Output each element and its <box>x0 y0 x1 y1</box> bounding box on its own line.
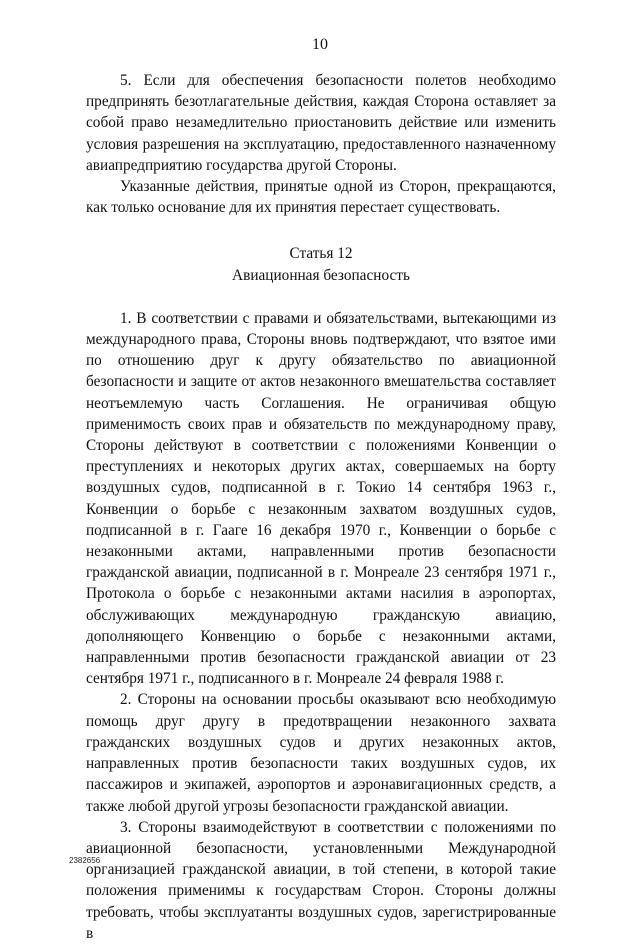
article-heading <box>86 243 556 285</box>
document-id: 2382656 <box>69 856 101 865</box>
article-title: Авиационная безопасность <box>232 266 410 284</box>
article-number: Статья 12 <box>289 245 353 263</box>
document-body <box>86 70 556 944</box>
article-paragraph-2: 2. Стороны на основании просьбы оказывают всю необходимую помощь друг другу в предотвращении незаконного захвата гражданских воздушных судов и других незаконных актов, направленных против безопасности таких воздушных судов, их пассажиров и экипажей, аэропортов и аэронавигационных средств, а также любой другой угрозы безопасности гражданской авиации. <box>86 691 556 815</box>
article-paragraph-3: 3. Стороны взаимодействуют в соответствии с положениями по авиационной безопасности, установленными Международной организацией гражданской авиации, в той степени, в которой такие положения применимы к государствам Сторон. Стороны должны требовать, чтобы эксплуатанты воздушных судов, зарегистрированные в <box>86 818 556 942</box>
paragraph-5-continuation: Указанные действия, принятые одной из Сторон, прекращаются, как только основание для их принятия перестает существовать. <box>86 178 556 217</box>
paragraph-5: 5. Если для обеспечения безопасности полетов необходимо предпринять безотлагательные действия, каждая Сторона оставляет за собой право незамедлительно приостановить действие или изменить условия разрешения на эксплуатацию, предоставленного назначенному авиапредприятию государства другой Стороны. <box>86 72 556 174</box>
article-paragraph-1: 1. В соответствии с правами и обязательствами, вытекающими из международного права, Стороны вновь подтверждают, что взятое ими по отношению друг к другу обязательство по авиационной безопасности и защите от актов незаконного вмешательства составляет неотъемлемую часть Соглашения. Не ограничивая общую применимость своих прав и обязательств по международному праву, Стороны действуют в соответствии с положениями Конвенции о преступлениях и некоторых других актах, совершаемых на борту воздушных судов, подписанной в г. Токио 14 сентября 1963 г., Конвенции о борьбе с незаконным захватом воздушных судов, подписанной в г. Гааге 16 декабря 1970 г., Конвенции о борьбе с незаконными актами, направленными против безопасности гражданской авиации, подписанной в г. Монреале 23 сентября 1971 г., Протокола о борьбе с незаконными актами насилия в аэропортах, обслуживающих международную гражданскую авиацию, дополняющего Конвенцию о борьбе с незаконными актами, направленными против безопасности гражданской авиации от 23 сентября 1971 г., подписанного в г. Монреале 24 февраля 1988 г. <box>86 309 556 688</box>
page-number: 10 <box>312 36 328 53</box>
